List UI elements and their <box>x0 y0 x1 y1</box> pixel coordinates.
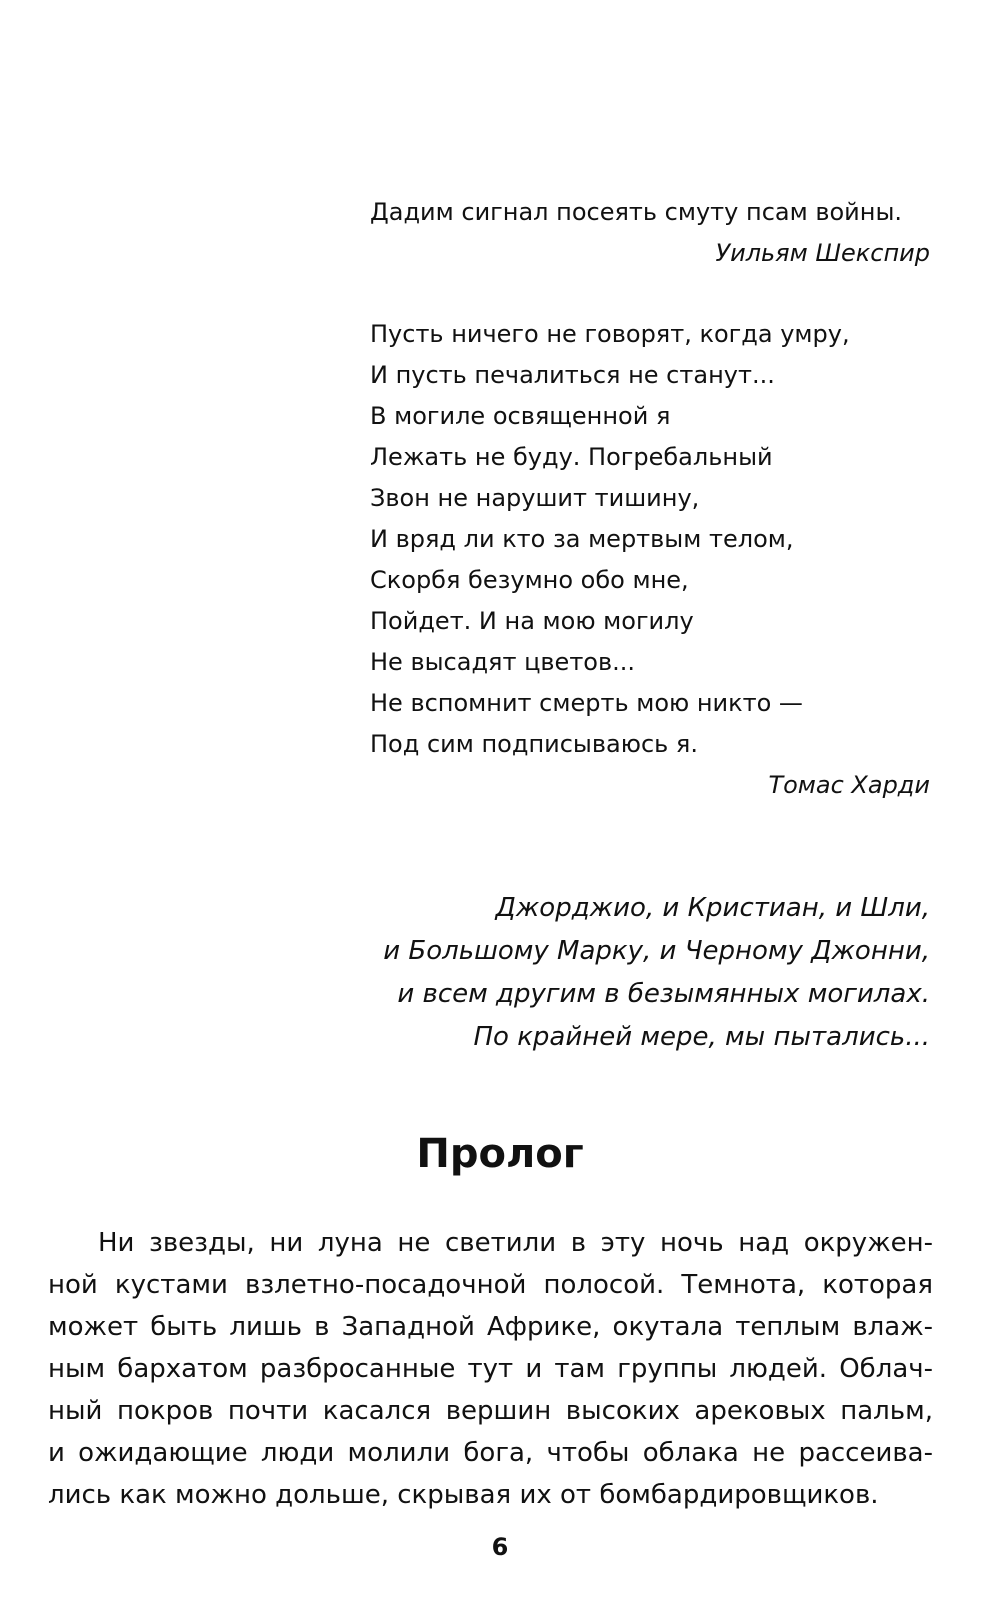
poem-line: Лежать не буду. Погребальный <box>370 443 773 471</box>
prologue-paragraph <box>48 1222 933 1516</box>
poem-line: Звон не нарушит тишину, <box>370 484 700 512</box>
paragraph-line: ной кустами взлетно-посадочной полосой. Темнота, которая <box>48 1270 933 1300</box>
paragraph-line: Ни звезды, ни луна не светили в эту ночь над окружен- <box>98 1228 933 1258</box>
paragraph-line: может быть лишь в Западной Африке, окутала теплым влаж- <box>48 1312 933 1342</box>
paragraph-line: лись как можно дольше, скрывая их от бомбардировщиков. <box>48 1480 879 1510</box>
poem-author: Томас Харди <box>768 771 930 799</box>
page-number: 6 <box>491 1533 509 1561</box>
poem-line: Не высадят цветов... <box>370 648 636 676</box>
epigraph-author: Уильям Шекспир <box>715 239 930 267</box>
poem-line: Не вспомнит смерть мою никто — <box>370 689 803 717</box>
dedication-line: и Большому Марку, и Черному Джонни, <box>383 936 930 966</box>
paragraph-line: и ожидающие люди молили бога, чтобы облака не рассеива- <box>48 1438 933 1468</box>
poem-line: Пойдет. И на мою могилу <box>370 607 694 635</box>
poem-line: И пусть печалиться не станут... <box>370 361 775 389</box>
poem-line: И вряд ли кто за мертвым телом, <box>370 525 794 553</box>
dedication-line: Джорджио, и Кристиан, и Шли, <box>495 893 930 923</box>
epigraph-hardy <box>370 314 930 806</box>
poem-line: В могиле освященной я <box>370 402 671 430</box>
epigraph-line: Дадим сигнал посеять смуту псам войны. <box>370 198 903 226</box>
paragraph-line: ным бархатом разбросанные тут и там группы людей. Облач- <box>48 1354 933 1384</box>
epigraph-shakespeare <box>370 192 930 274</box>
poem-line: Пусть ничего не говорят, когда умру, <box>370 320 850 348</box>
poem-line: Под сим подписываюсь я. <box>370 730 698 758</box>
poem-line: Скорбя безумно обо мне, <box>370 566 689 594</box>
dedication <box>310 887 930 1059</box>
paragraph-line: ный покров почти касался вершин высоких арековых пальм, <box>48 1396 933 1426</box>
dedication-line: и всем другим в безымянных могилах. <box>397 979 930 1009</box>
chapter-title: Пролог <box>416 1131 584 1177</box>
dedication-line: По крайней мере, мы пытались... <box>473 1022 930 1052</box>
